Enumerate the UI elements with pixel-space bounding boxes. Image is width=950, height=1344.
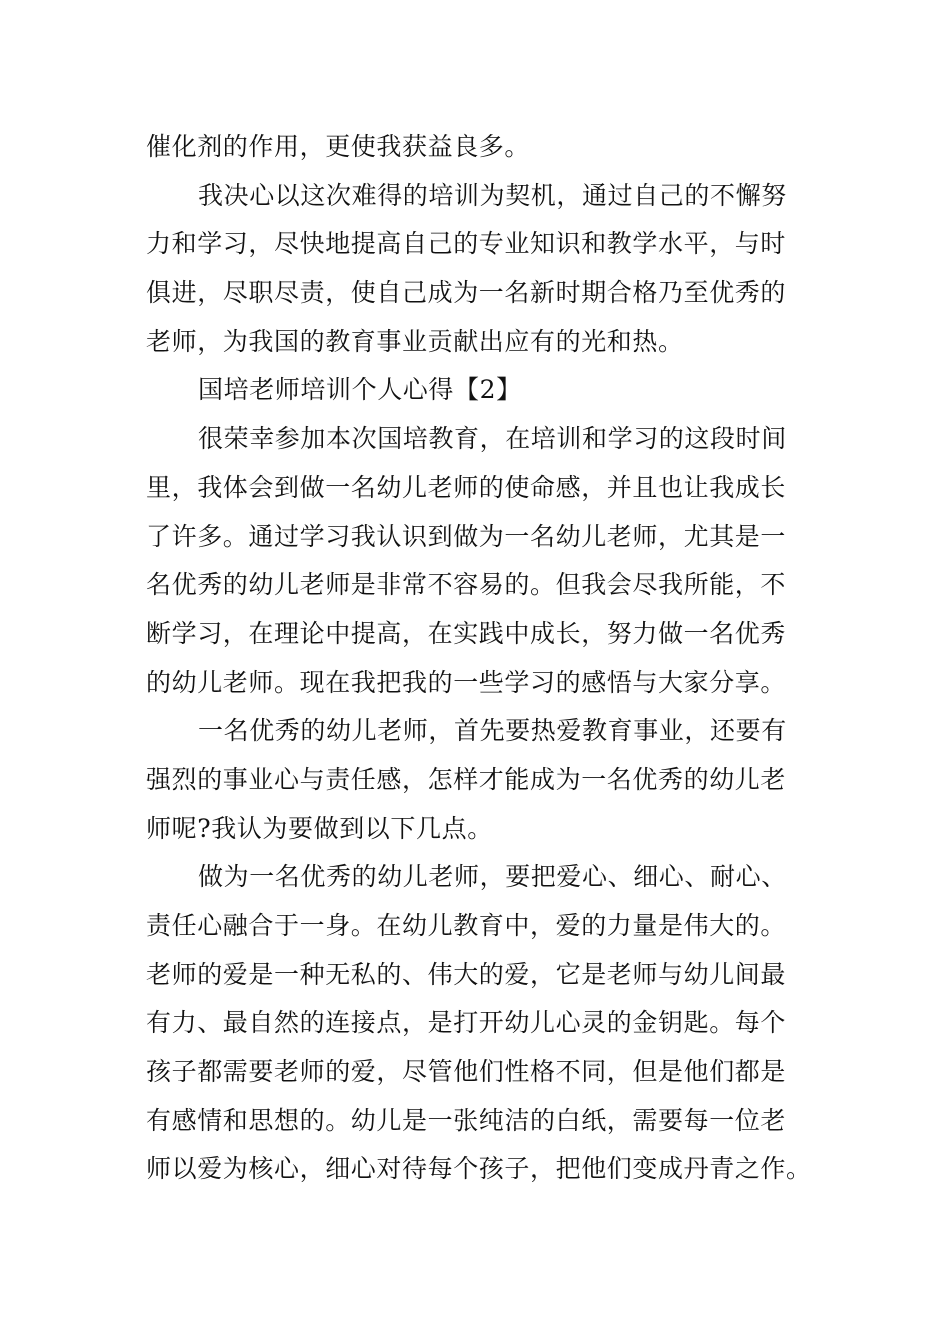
text-line: 强烈的事业心与责任感，怎样才能成为一名优秀的幼儿老 [146,764,787,794]
text-line: 责任心融合于一身。在幼儿教育中，爱的力量是伟大的。 [146,911,787,940]
text-line: 的幼儿老师。现在我把我的一些学习的感悟与大家分享。 [146,667,787,697]
section-heading: 国培老师培训个人心得【2】 [198,375,522,405]
text-line: 了许多。通过学习我认识到做为一名幼儿老师，尤其是一 [146,521,787,551]
text-line: 一名优秀的幼儿老师，首先要热爱教育事业，还要有 [198,716,787,746]
text-line: 里，我体会到做一名幼儿老师的使命感，并且也让我成长 [146,472,787,502]
text-line: 俱进，尽职尽责，使自己成为一名新时期合格乃至优秀的 [146,278,787,308]
text-line: 我决心以这次难得的培训为契机，通过自己的不懈努 [198,180,787,210]
document-body [146,123,812,1194]
text-line: 催化剂的作用，更使我获益良多。 [146,132,531,161]
text-line: 老师，为我国的教育事业贡献出应有的光和热。 [146,326,684,356]
text-line: 做为一名优秀的幼儿老师，要把爱心、细心、耐心、 [198,862,787,892]
text-line: 老师的爱是一种无私的、伟大的爱，它是老师与幼儿间最 [146,959,787,989]
text-line: 断学习，在理论中提高，在实践中成长，努力做一名优秀 [146,618,787,648]
text-line: 孩子都需要老师的爱，尽管他们性格不同，但是他们都是 [146,1057,787,1087]
text-line: 有感情和思想的。幼儿是一张纯洁的白纸，需要每一位老 [146,1105,787,1135]
text-line: 力和学习，尽快地提高自己的专业知识和教学水平，与时 [146,229,787,259]
text-line: 师以爱为核心，细心对待每个孩子，把他们变成丹青之作。 [146,1154,812,1184]
text-line: 师呢?我认为要做到以下几点。 [146,813,493,843]
text-line: 有力、最自然的连接点，是打开幼儿心灵的金钥匙。每个 [146,1008,787,1038]
text-line: 很荣幸参加本次国培教育，在培训和学习的这段时间 [198,424,787,454]
text-line: 名优秀的幼儿老师是非常不容易的。但我会尽我所能，不 [146,570,787,600]
